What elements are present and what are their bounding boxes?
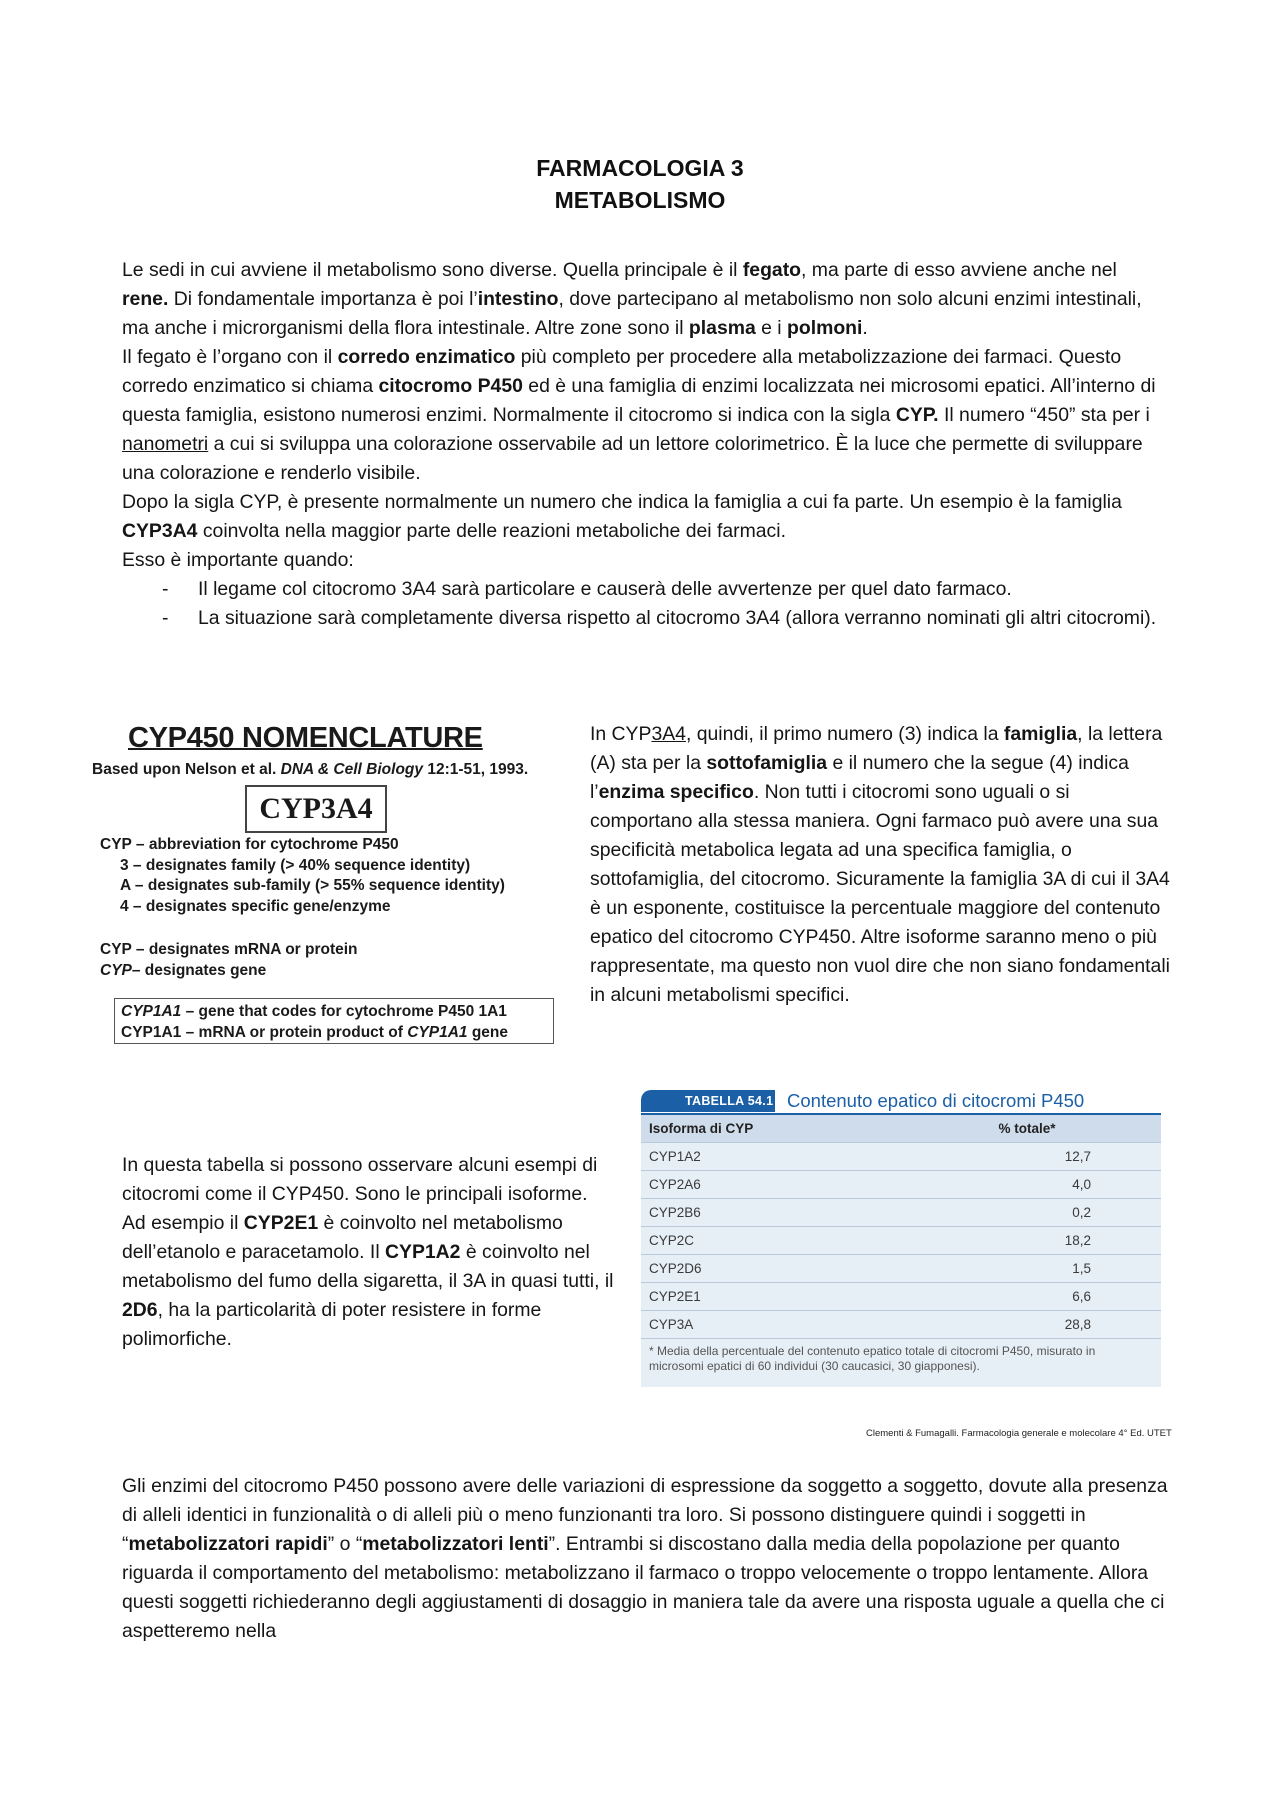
bold-term: sottofamiglia (706, 752, 828, 774)
paragraph (122, 1472, 1172, 1646)
bold-term: metabolizzatori rapidi (128, 1533, 328, 1555)
table-caption: Contenuto epatico di citocromi P450 (787, 1090, 1085, 1111)
text-run: , la lettera (A) sta per la (590, 723, 1163, 774)
table-footnote: * Media della percentuale del contenuto epatico totale di citocromi P450, misurato in microsomi epatici di 60 individui (30 caucasici, 30 giapponesi). (641, 1342, 1161, 1387)
nomenclature-legend (100, 835, 505, 917)
percent-cell: 12,7 (1064, 1149, 1091, 1164)
percent-cell: 18,2 (1064, 1233, 1091, 1248)
text-run: , dove partecipano al metabolismo non solo alcuni enzimi intestinali, ma anche i microrganismi della flora intestinale. Altre zone sono il (122, 288, 1142, 339)
title-line-1: FARMACOLOGIA 3 (536, 155, 744, 181)
paragraph (590, 720, 1170, 1010)
cyp450-nomenclature-figure (92, 722, 582, 1052)
table-explanation (122, 1151, 632, 1354)
text-run: Ad esempio il (122, 1212, 244, 1234)
text-run: ” o “ (327, 1533, 363, 1555)
text-run: Gli enzimi del citocromo P450 possono avere delle variazioni di espressione da soggetto a soggetto, dovute alla presenza di alleli identici in funzionalità o di alleli più o meno funzionanti tra loro. Si possono distinguere quindi i soggetti in “ (122, 1475, 1168, 1555)
legend-line (121, 1001, 547, 1022)
text-run: è coinvolto nel metabolismo del fumo della sigaretta, il 3A in quasi tutti, il (122, 1241, 614, 1292)
figure-credit: Clementi & Fumagalli. Farmacologia generale e molecolare 4° Ed. UTET (866, 1428, 1172, 1439)
column-header-percent: % totale* (998, 1121, 1056, 1136)
journal-name: DNA & Cell Biology (280, 761, 424, 778)
table-number-badge: TABELLA 54.1 (641, 1090, 775, 1112)
legend-line: A – designates sub-family (> 55% sequence identity) (120, 877, 505, 894)
nomenclature-legend-2 (100, 939, 358, 981)
isoform-cell: CYP2D6 (649, 1261, 702, 1276)
bold-term: CYP1A2 (385, 1241, 461, 1263)
table-row (641, 1143, 1161, 1171)
text-run: ”. Entrambi si discostano dalla media della popolazione per quanto riguarda il comportamento del metabolismo: metabolizzano il farmaco o troppo velocemente o troppo lentamente. Allora questi soggetti richiederanno degli aggiustamenti di dosaggio in maniera tale da avere una risposta uguale a quella che ci aspetteremo nella (122, 1533, 1165, 1642)
gene-symbol: CYP1A1 (121, 1003, 182, 1020)
table-row (641, 1311, 1161, 1339)
gene-symbol: CYP1A1 (407, 1024, 468, 1041)
bold-term: enzima specifico (598, 781, 754, 803)
column-header-isoform: Isoforma di CYP (649, 1121, 754, 1136)
text-run: più completo per procedere alla metabolizzazione dei farmaci. Questo corredo enzimatico si chiama (122, 346, 1122, 397)
legend-line: CYP – designates mRNA or protein (100, 941, 358, 958)
intro-paragraph-sites (122, 256, 1162, 343)
isoform-cell: CYP2A6 (649, 1177, 701, 1192)
table-row (641, 1283, 1161, 1311)
page-title (0, 152, 1280, 216)
isoform-cell: CYP3A (649, 1317, 694, 1332)
bold-term: CYP3A4 (122, 520, 198, 542)
legend-line: 4 – designates specific gene/enzyme (120, 897, 391, 915)
percent-cell: 1,5 (1072, 1261, 1091, 1276)
table-row (641, 1227, 1161, 1255)
legend-line (121, 1022, 547, 1043)
text-run: 12:1-51, 1993. (423, 761, 529, 778)
text-run: ed è una famiglia di enzimi localizzata nei microsomi epatici. All’interno di questa famiglia, esistono numerosi enzimi. Normalmente il citocromo si indica con la sigla (122, 375, 1156, 426)
percent-cell: 4,0 (1072, 1177, 1091, 1192)
bold-term: CYP2E1 (243, 1212, 319, 1234)
text-run: , ma parte di esso avviene anche nel (801, 259, 1117, 281)
closing-section (122, 1472, 1172, 1646)
bold-term: polmoni (787, 317, 863, 339)
bold-term: metabolizzatori lenti (362, 1533, 549, 1555)
text-run: Il numero “450” sta per i (938, 404, 1150, 426)
text-run: a cui si sviluppa una colorazione osservabile ad un lettore colorimetrico. È la luce che permette di sviluppare una colorazione e renderlo visibile. (122, 433, 1143, 484)
bold-term: 2D6 (122, 1299, 158, 1321)
text-run: Le sedi in cui avviene il metabolismo sono diverse. Quella principale è il (122, 259, 743, 281)
text-run: , quindi, il primo numero (3) indica la (685, 723, 1004, 745)
text-run: , ha la particolarità di poter resistere in forme polimorfiche. (122, 1299, 542, 1350)
bold-term: intestino (477, 288, 559, 310)
text-run: CYP1A1 – mRNA or protein product of (121, 1024, 408, 1041)
text-run: coinvolta nella maggior parte delle reazioni metaboliche dei farmaci. (197, 520, 786, 542)
text-run: è coinvolto nel metabolismo dell’etanolo e paracetamolo. Il (122, 1212, 563, 1263)
table-row (641, 1255, 1161, 1283)
table-column-header-row (641, 1115, 1161, 1143)
list-item: - La situazione sarà completamente diversa rispetto al citocromo 3A4 (allora verranno nominati gli altri citocromi). (122, 604, 1162, 633)
table-row (641, 1199, 1161, 1227)
underlined-term: nanometri (122, 433, 209, 455)
table-row (641, 1171, 1161, 1199)
text-run: Dopo la sigla CYP, è presente normalmente un numero che indica la famiglia a cui fa parte. Un esempio è la famiglia (122, 491, 1122, 513)
nomenclature-explanation (590, 720, 1170, 1010)
text-run: In CYP (590, 723, 652, 745)
isoform-cell: CYP1A2 (649, 1149, 701, 1164)
percent-cell: 0,2 (1072, 1205, 1091, 1220)
text-run: . (862, 317, 868, 339)
bold-term: CYP. (895, 404, 939, 426)
intro-paragraph-importance: Esso è importante quando: (122, 549, 354, 571)
text-run: – gene that codes for cytochrome P450 1A1 (181, 1003, 507, 1020)
list-item: - Il legame col citocromo 3A4 sarà particolare e causerà delle avvertenze per quel dato farmaco. (122, 575, 1162, 604)
bold-term: famiglia (1003, 723, 1078, 745)
text-run: e i (755, 317, 788, 339)
figure-reference (92, 761, 528, 779)
text-run: – designates gene (131, 962, 267, 979)
intro-paragraph-liver (122, 343, 1162, 488)
figure-title: CYP450 NOMENCLATURE (128, 722, 483, 754)
gene-symbol: CYP (100, 962, 132, 979)
cyp-content-table (641, 1090, 1161, 1387)
paragraph (122, 1209, 632, 1354)
isoform-cell: CYP2E1 (649, 1289, 701, 1304)
isoform-cell: CYP2C (649, 1233, 695, 1248)
text-run: gene (467, 1024, 508, 1041)
bold-term: plasma (688, 317, 756, 339)
cyp-code-box: CYP3A4 (245, 785, 387, 833)
table-header (641, 1090, 1161, 1112)
bold-term: corredo enzimatico (337, 346, 516, 368)
legend-line: 3 – designates family (> 40% sequence identity) (120, 856, 471, 874)
bullet-list (122, 575, 1162, 633)
bold-term: rene. (122, 288, 169, 310)
table-body (641, 1115, 1161, 1342)
text-run: Di fondamentale importanza è poi l’ (168, 288, 478, 310)
intro-paragraph-family (122, 488, 1162, 546)
percent-cell: 6,6 (1072, 1289, 1091, 1304)
bold-term: fegato (742, 259, 802, 281)
text-run: Il fegato è l’organo con il (122, 346, 338, 368)
percent-cell: 28,8 (1064, 1317, 1091, 1332)
bold-term: citocromo P450 (378, 375, 523, 397)
text-run: Based upon Nelson et al. (92, 761, 281, 778)
isoform-cell: CYP2B6 (649, 1205, 701, 1220)
legend-line: CYP – abbreviation for cytochrome P450 (100, 836, 399, 853)
intro-section (122, 256, 1162, 633)
text-run: . Non tutti i citocromi sono uguali o si comportano alla stessa maniera. Ogni farmaco può avere una sua specificità metabolica legata ad una specifica famiglia, o sottofamiglia, del citocromo. Sicuramente la famiglia 3A di cui il 3A4 è un esponente, costituisce la percentuale maggiore del contenuto epatico del citocromo CYP450. Altre isoforme saranno meno o più rappresentate, ma questo non vuol dire che non siano fondamentali in alcuni metabolismi specifici. (590, 781, 1170, 1006)
text-run: e il numero che la segue (4) indica l’ (590, 752, 1129, 803)
underlined-term: 3A4 (651, 723, 686, 745)
title-line-2: METABOLISMO (554, 187, 726, 213)
legend-line (100, 960, 358, 981)
paragraph: In questa tabella si possono osservare alcuni esempi di citocromi come il CYP450. Sono le principali isoforme. (122, 1154, 598, 1205)
gene-example-box (114, 998, 554, 1044)
